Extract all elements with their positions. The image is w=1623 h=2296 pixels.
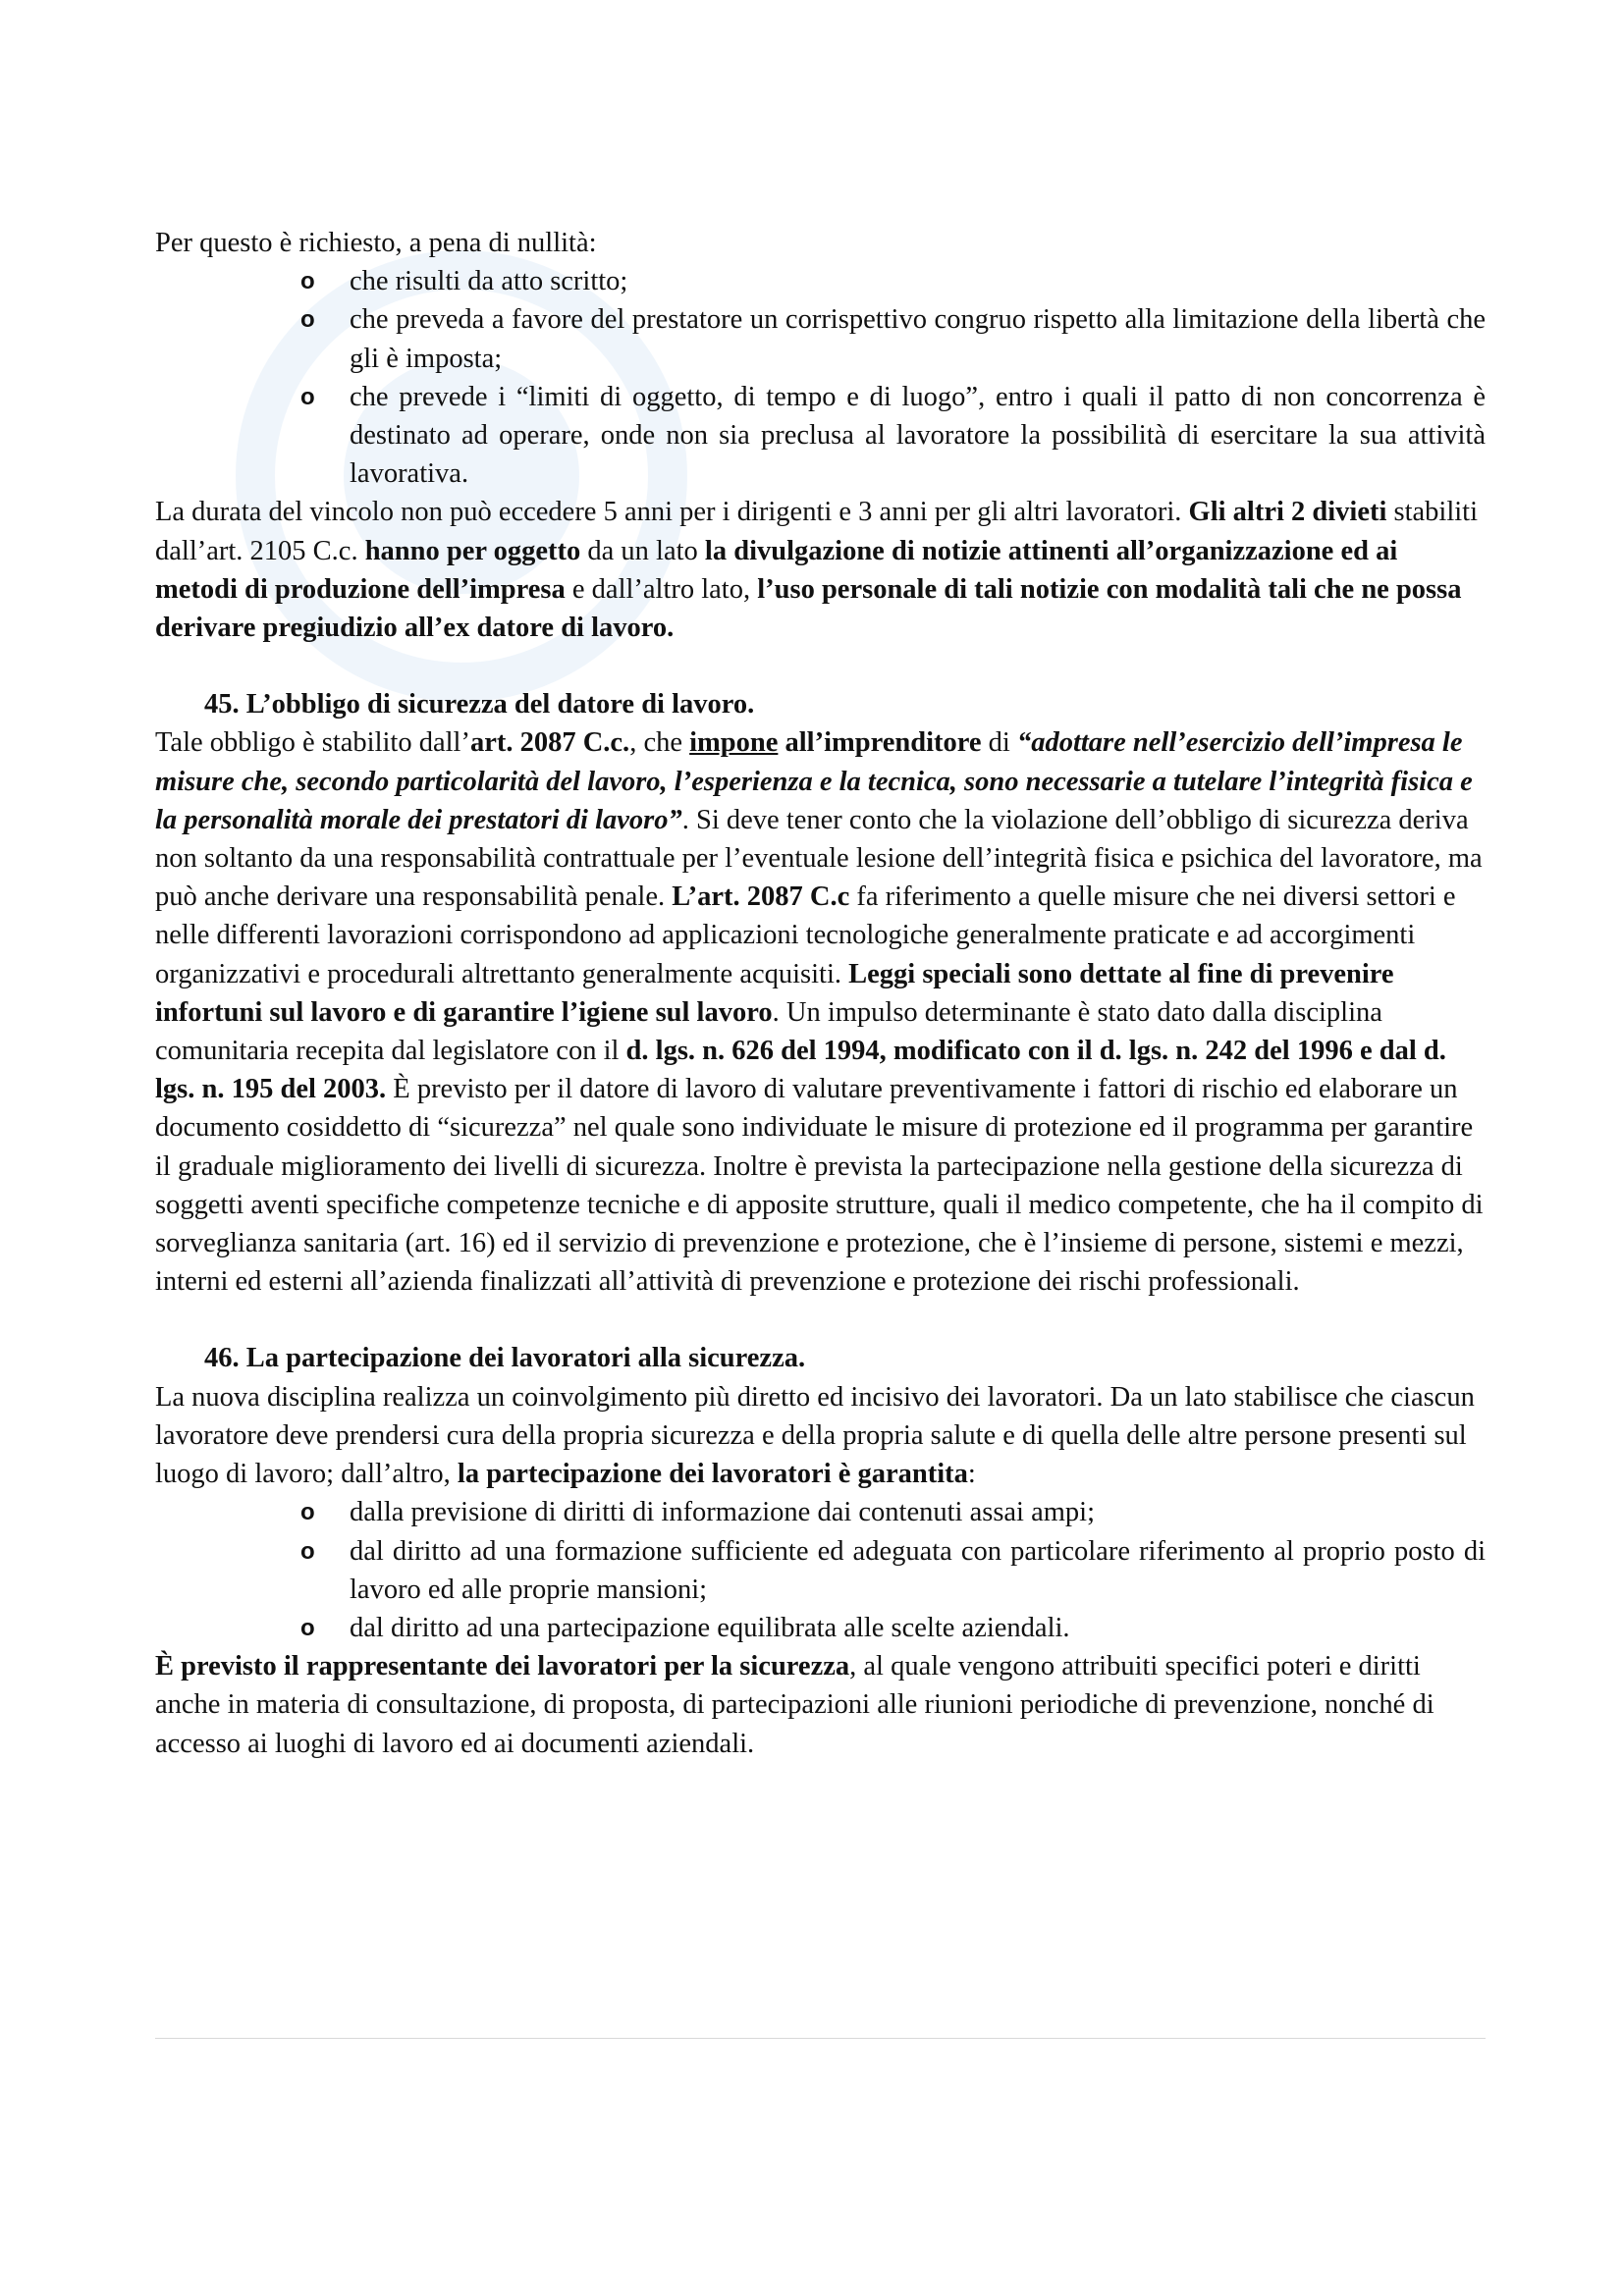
section-heading-45: 45. L’obbligo di sicurezza del datore di lavoro.: [204, 689, 755, 721]
list-item: o dal diritto ad una formazione sufficiente ed adeguata con particolare riferimento al proprio posto di lavoro ed alle proprie mansioni;: [155, 1532, 1486, 1609]
list-item: o dalla previsione di diritti di informazione dai contenuti assai ampi;: [155, 1493, 1486, 1531]
list-item: o che risulti da atto scritto;: [155, 262, 1486, 300]
paragraph-partecipazione: La nuova disciplina realizza un coinvolgimento più diretto ed incisivo dei lavoratori. Da un lato stabilisce che ciascun lavoratore deve prendersi cura della propria sicurezza e della propria salute e di quella delle altre persone presenti sul luogo di lavoro; dall’altro, la partecipazione dei lavoratori è garantita:: [155, 1381, 1475, 1490]
paragraph-sicurezza: Tale obbligo è stabilito dall’art. 2087 C.c., che impone all’imprenditore di “adottare nell’esercizio dell’impresa le misure che, secondo particolarità del lavoro, l’esperienza e la tecnica, sono necessarie a tutelare l’integrità fisica e la personalità morale dei prestatori di lavoro”. Si deve tener conto che la violazione dell’obbligo di sicurezza deriva non soltanto da una responsabilità contrattuale per l’eventuale lesione dell’integrità fisica e psichica del lavoratore, ma può anche derivare una responsabilità penale. L’art. 2087 C.c fa riferimento a quelle misure che nei diversi settori e nelle differenti lavorazioni corrispondono ad applicazioni tecnologiche generalmente praticate e ad accorgimenti organizzativi e procedurali altrettanto generalmente acquisiti. Leggi speciali sono dettate al fine di prevenire infortuni sul lavoro e di garantire l’igiene sul lavoro. Un impulso determinante è stato dato dalla disciplina comunitaria recepita dal legislatore con il d. lgs. n. 626 del 1994, modificato con il d. lgs. n. 242 del 1996 e dal d. lgs. n. 195 del 2003. È previsto per il datore di lavoro di valutare preventivamente i fattori di rischio ed elaborare un documento cosiddetto di “sicurezza” nel quale sono individuate le misure di protezione ed il programma per garantire il graduale miglioramento dei livelli di sicurezza. Inoltre è prevista la partecipazione nella gestione della sicurezza di soggetti aventi specifiche competenze tecniche e di apposite strutture, quali il medico competente, che ha il compito di sorveglianza sanitaria (art. 16) ed il servizio di prevenzione e protezione, che è l’insieme di persone, sistemi e mezzi, interni ed esterni all’azienda finalizzati all’attività di prevenzione e protezione dei rischi professionali.: [155, 727, 1484, 1298]
bullet-icon: o: [300, 1499, 315, 1526]
rights-list: [155, 1493, 1486, 1647]
bullet-icon: o: [300, 1614, 315, 1641]
conditions-list: [155, 262, 1486, 493]
bullet-icon: o: [300, 268, 315, 295]
bullet-icon: o: [300, 1537, 315, 1565]
list-item: o dal diritto ad una partecipazione equilibrata alle scelte aziendali.: [155, 1609, 1486, 1647]
list-item: o che preveda a favore del prestatore un corrispettivo congruo rispetto alla limitazione della libertà che gli è imposta;: [155, 300, 1486, 377]
section-heading-46: 46. La partecipazione dei lavoratori alla sicurezza.: [204, 1343, 806, 1374]
footer-divider: [155, 2038, 1486, 2039]
document-page: [155, 224, 1486, 1763]
intro-text: Per questo è richiesto, a pena di nullità:: [155, 228, 597, 258]
bullet-icon: o: [300, 383, 315, 410]
paragraph-vincolo: La durata del vincolo non può eccedere 5 anni per i dirigenti e 3 anni per gli altri lavoratori. Gli altri 2 divieti stabiliti dall’art. 2105 C.c. hanno per oggetto da un lato la divulgazione di notizie attinenti all’organizzazione ed ai metodi di produzione dell’impresa e dall’altro lato, l’uso personale di tali notizie con modalità tali che ne possa derivare pregiudizio all’ex datore di lavoro.: [155, 497, 1479, 644]
paragraph-rappresentante: È previsto il rappresentante dei lavoratori per la sicurezza, al quale vengono attribuiti specifici poteri e diritti anche in materia di consultazione, di proposta, di partecipazioni alle riunioni periodiche di prevenzione, nonché di accesso ai luoghi di lavoro ed ai documenti aziendali.: [155, 1651, 1434, 1759]
bullet-icon: o: [300, 306, 315, 334]
list-item: o che prevede i “limiti di oggetto, di tempo e di luogo”, entro i quali il patto di non concorrenza è destinato ad operare, onde non sia preclusa al lavoratore la possibilità di esercitare la sua attività lavorativa.: [155, 378, 1486, 494]
